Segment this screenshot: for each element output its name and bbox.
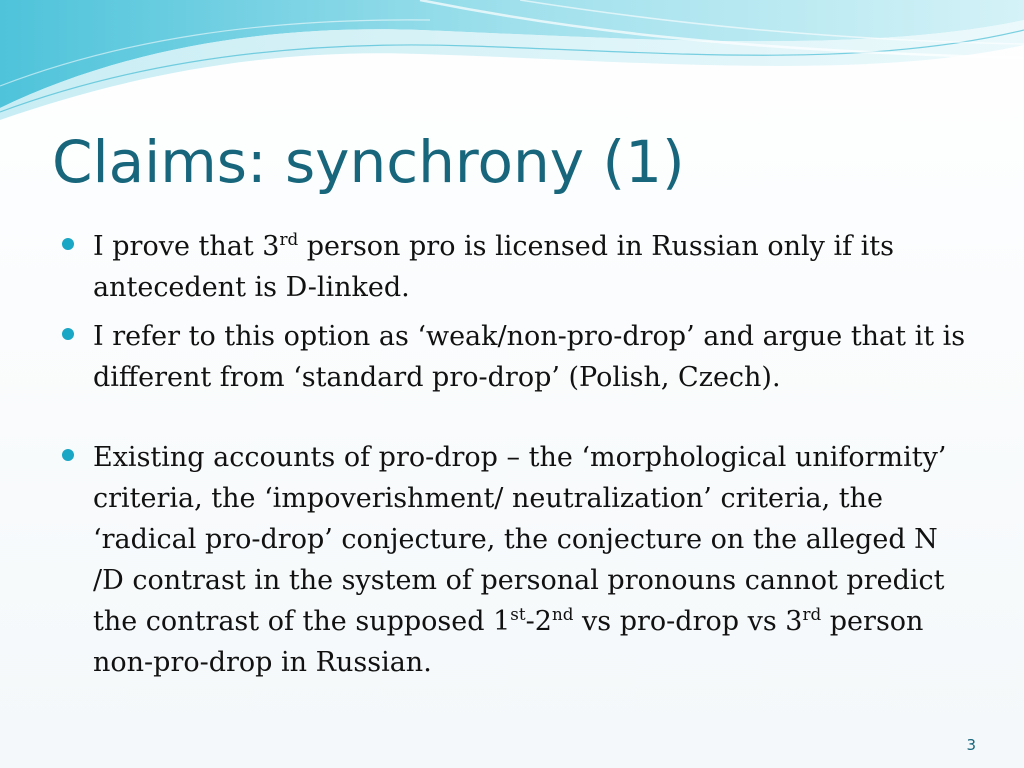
bullet-text-segment: -2 [525, 606, 552, 637]
bullet-text-segment: vs pro-drop vs 3 [573, 606, 803, 637]
bullet-item [62, 437, 972, 683]
bullet-item [62, 226, 972, 308]
bullet-text [93, 437, 972, 683]
bullet-text-segment: person non-pro-drop in Russian. [93, 606, 924, 678]
superscript-ordinal: nd [551, 604, 574, 624]
superscript-ordinal: st [510, 604, 526, 624]
bullet-dot-icon [62, 449, 74, 461]
bullet-text-segment: I prove that 3 [93, 231, 280, 262]
page-number: 3 [966, 736, 976, 754]
bullet-item [62, 316, 972, 398]
bullet-dot-icon [62, 328, 74, 340]
bullet-dot-icon [62, 238, 74, 250]
slide-title: Claims: synchrony (1) [52, 128, 685, 196]
bullet-list [62, 226, 972, 683]
superscript-ordinal: rd [802, 604, 822, 624]
header-wave-decoration [0, 0, 1024, 130]
superscript-ordinal: rd [279, 229, 299, 249]
bullet-text: I refer to this option as ‘weak/non-pro-drop’ and argue that it is different from ‘standard pro-drop’ (Polish, Czech). [93, 321, 966, 393]
bullet-text [93, 226, 972, 308]
bullet-text-segment: person pro is licensed in Russian only if its antecedent is D-linked. [93, 231, 894, 303]
bullet-text-segment: Existing accounts of pro-drop – the ‘morphological uniformity’ criteria, the ‘impoverishment/ neutralization’ criteria, the ‘radical pro-drop’ conjecture, the conjecture on the alleged N /D contrast in the system of personal pronouns cannot predict the contrast of the supposed 1 [93, 442, 947, 637]
